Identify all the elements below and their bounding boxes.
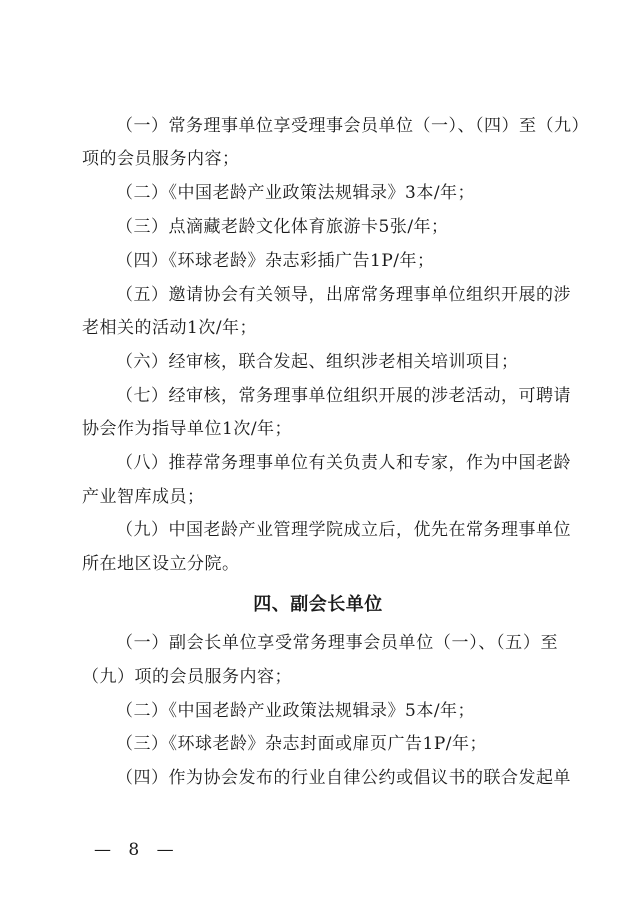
s3-item5-line1: （五）邀请协会有关领导，出席常务理事单位组织开展的涉	[116, 285, 571, 305]
s3-item1-line2: 项的会员服务内容；	[82, 149, 240, 169]
page-number: — 8 —	[94, 840, 180, 860]
s4-item2: （二）《中国老龄产业政策法规辑录》5本/年；	[116, 701, 476, 721]
s3-item2: （二）《中国老龄产业政策法规辑录》3本/年；	[116, 183, 476, 203]
s3-item6: （六）经审核，联合发起、组织涉老相关培训项目；	[116, 352, 519, 372]
s4-item3: （三）《环球老龄》杂志封面或扉页广告1P/年；	[116, 734, 487, 754]
s3-item5-line2: 老相关的活动1次/年；	[82, 318, 258, 338]
s4-item1-line2: （九）项的会员服务内容；	[82, 667, 292, 687]
s4-item1-line1: （一）副会长单位享受常务理事会员单位（一）、（五）至	[116, 633, 558, 653]
s3-item1-line1: （一）常务理事单位享受理事会员单位（一）、（四）至（九）	[116, 116, 589, 136]
s3-item9-line1: （九）中国老龄产业管理学院成立后，优先在常务理事单位	[116, 520, 571, 540]
s3-item8-line2: 产业智库成员；	[82, 487, 205, 507]
s3-item3: （三）点滴藏老龄文化体育旅游卡5张/年；	[116, 217, 449, 237]
s3-item4: （四）《环球老龄》杂志彩插广告1P/年；	[116, 251, 435, 271]
s3-item7-line2: 协会作为指导单位1次/年；	[82, 419, 293, 439]
s3-item9-line2: 所在地区设立分院。	[82, 554, 240, 574]
s3-item7-line1: （七）经审核，常务理事单位组织开展的涉老活动，可聘请	[116, 386, 571, 406]
s3-item8-line1: （八）推荐常务理事单位有关负责人和专家，作为中国老龄	[116, 453, 571, 473]
section-heading: 四、副会长单位	[253, 594, 383, 615]
s4-item4-line1: （四）作为协会发布的行业自律公约或倡议书的联合发起单	[116, 768, 571, 788]
